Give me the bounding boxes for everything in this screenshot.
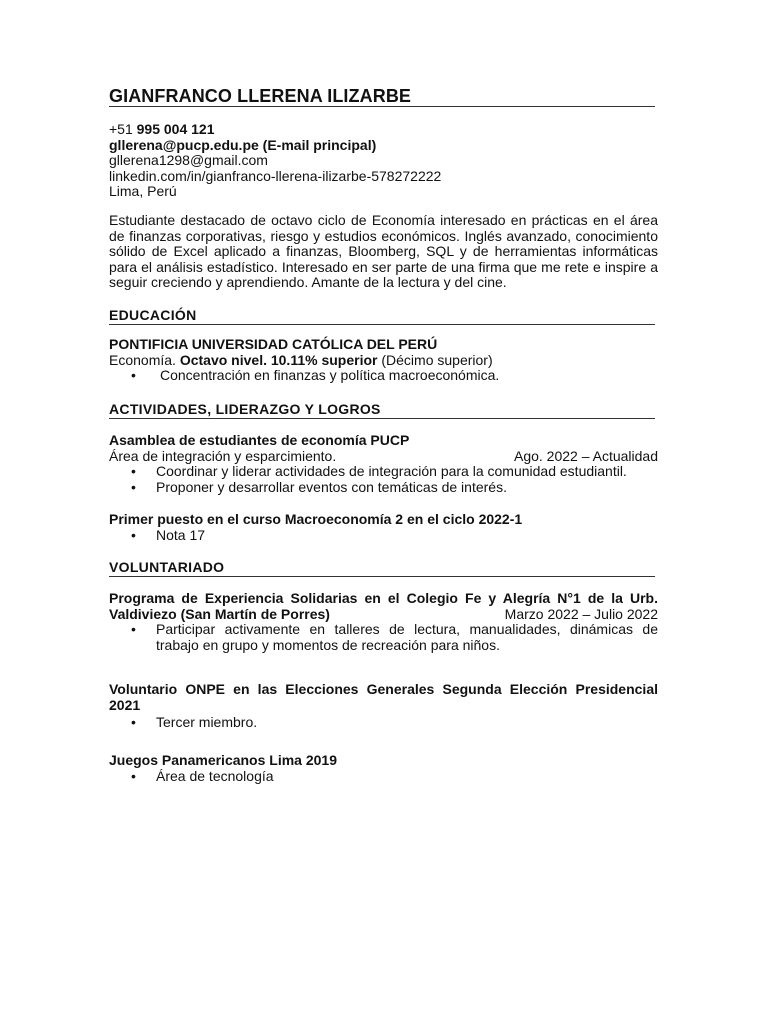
list-item [109, 528, 658, 544]
activity-entry-award [109, 512, 658, 543]
activity-heading: Primer puesto en el curso Macroeconomía 2 en el ciclo 2022-1 [109, 511, 523, 527]
list-item-text: Nota 17 [156, 526, 206, 543]
list-item [109, 368, 658, 384]
activity-subtitle: Área de integración y esparcimiento. [109, 447, 337, 464]
volunteer-bullets [109, 769, 658, 785]
email-secondary: gllerena1298@gmail.com [109, 152, 268, 168]
list-item [109, 480, 658, 496]
linkedin-url: linkedin.com/in/gianfranco-llerena-ilizarbe-578272222 [109, 167, 442, 184]
section-title-volunteering: VOLUNTARIADO [109, 559, 655, 577]
volunteer-heading-row [109, 607, 658, 623]
summary-text: Estudiante destacado de octavo ciclo de Economía interesado en prácticas en el área de finanzas corporativas, riesgo y estudios económicos. Inglés avanzado, conocimiento sólido de Excel aplicado a finanzas, Bloomberg, SQL y de herramientas informáticas para el análisis estadístico. Interesado en ser parte de una firma que me rete e inspire a seguir creciendo y aprendiendo. Amante de la lectura y del cine. [109, 212, 658, 290]
activity-bullets [109, 464, 658, 495]
volunteer-bullets [109, 715, 658, 731]
list-item [109, 622, 658, 653]
section-title-education: EDUCACIÓN [109, 307, 655, 325]
location: Lima, Perú [109, 183, 177, 199]
volunteer-heading: Voluntario ONPE en las Elecciones Generales Segunda Elección Presidencial 2021 [109, 681, 658, 713]
list-item [109, 715, 658, 731]
list-item-text: Tercer miembro. [156, 714, 258, 730]
bullet-glyph: • [131, 714, 136, 730]
activity-subtitle-row [109, 449, 658, 465]
email-primary: gllerena@pucp.edu.pe (E-mail principal) [109, 136, 377, 153]
bullet-glyph: • [131, 367, 136, 383]
list-item-text: Coordinar y liderar actividades de integración para la comunidad estudiantil. [156, 463, 627, 479]
list-item-text: Proponer y desarrollar eventos con temáticas de interés. [156, 478, 507, 495]
bullet-glyph: • [131, 767, 136, 784]
activity-date: Ago. 2022 – Actualidad [513, 447, 658, 464]
phone-line [109, 122, 658, 138]
phone-number: 995 004 121 [136, 121, 215, 137]
bullet-glyph: • [131, 526, 136, 543]
volunteer-heading: Juegos Panamericanos Lima 2019 [109, 752, 337, 768]
education-entry [109, 337, 658, 384]
activity-bullets [109, 528, 658, 544]
list-item [109, 464, 658, 480]
phone-prefix: +51 [109, 121, 137, 137]
list-item [109, 769, 658, 785]
profile-summary [109, 213, 658, 291]
contact-block [109, 122, 658, 200]
activity-heading: Asamblea de estudiantes de economía PUCP [109, 432, 410, 448]
education-bullets [109, 368, 658, 384]
volunteer-date: Marzo 2022 – Julio 2022 [504, 605, 658, 622]
list-item-text: Participar activamente en talleres de lectura, manualidades, dinámicas de trabajo en grupo y momentos de recreación para niños. [156, 621, 658, 653]
volunteer-bullets [109, 622, 658, 653]
volunteer-heading-line1: Programa de Experiencia Solidarias en el Colegio Fe y Alegría N°1 de la Urb. [109, 590, 658, 606]
degree-note: (Décimo superior) [377, 351, 493, 368]
volunteer-entry-panamerican [109, 753, 658, 784]
section-title-activities: ACTIVIDADES, LIDERAZGO Y LOGROS [109, 401, 655, 419]
volunteer-heading-line2: Valdiviezo (San Martín de Porres) [109, 605, 330, 622]
activity-entry-assembly [109, 433, 658, 495]
degree-rank: Octavo nivel. 10.11% superior [179, 351, 378, 368]
bullet-glyph: • [131, 621, 136, 637]
list-item-text: Concentración en finanzas y política macroeconómica. [160, 367, 500, 383]
degree-prefix: Economía. [109, 351, 180, 368]
education-degree [109, 353, 658, 369]
education-institution: PONTIFICIA UNIVERSIDAD CATÓLICA DEL PERÚ [109, 336, 438, 352]
bullet-glyph: • [131, 463, 136, 479]
bullet-glyph: • [131, 478, 136, 495]
candidate-name: GIANFRANCO LLERENA ILIZARBE [109, 86, 655, 107]
volunteer-entry-onpe [109, 682, 658, 731]
list-item-text: Área de tecnología [156, 767, 274, 784]
volunteer-entry-solidarity [109, 591, 658, 653]
